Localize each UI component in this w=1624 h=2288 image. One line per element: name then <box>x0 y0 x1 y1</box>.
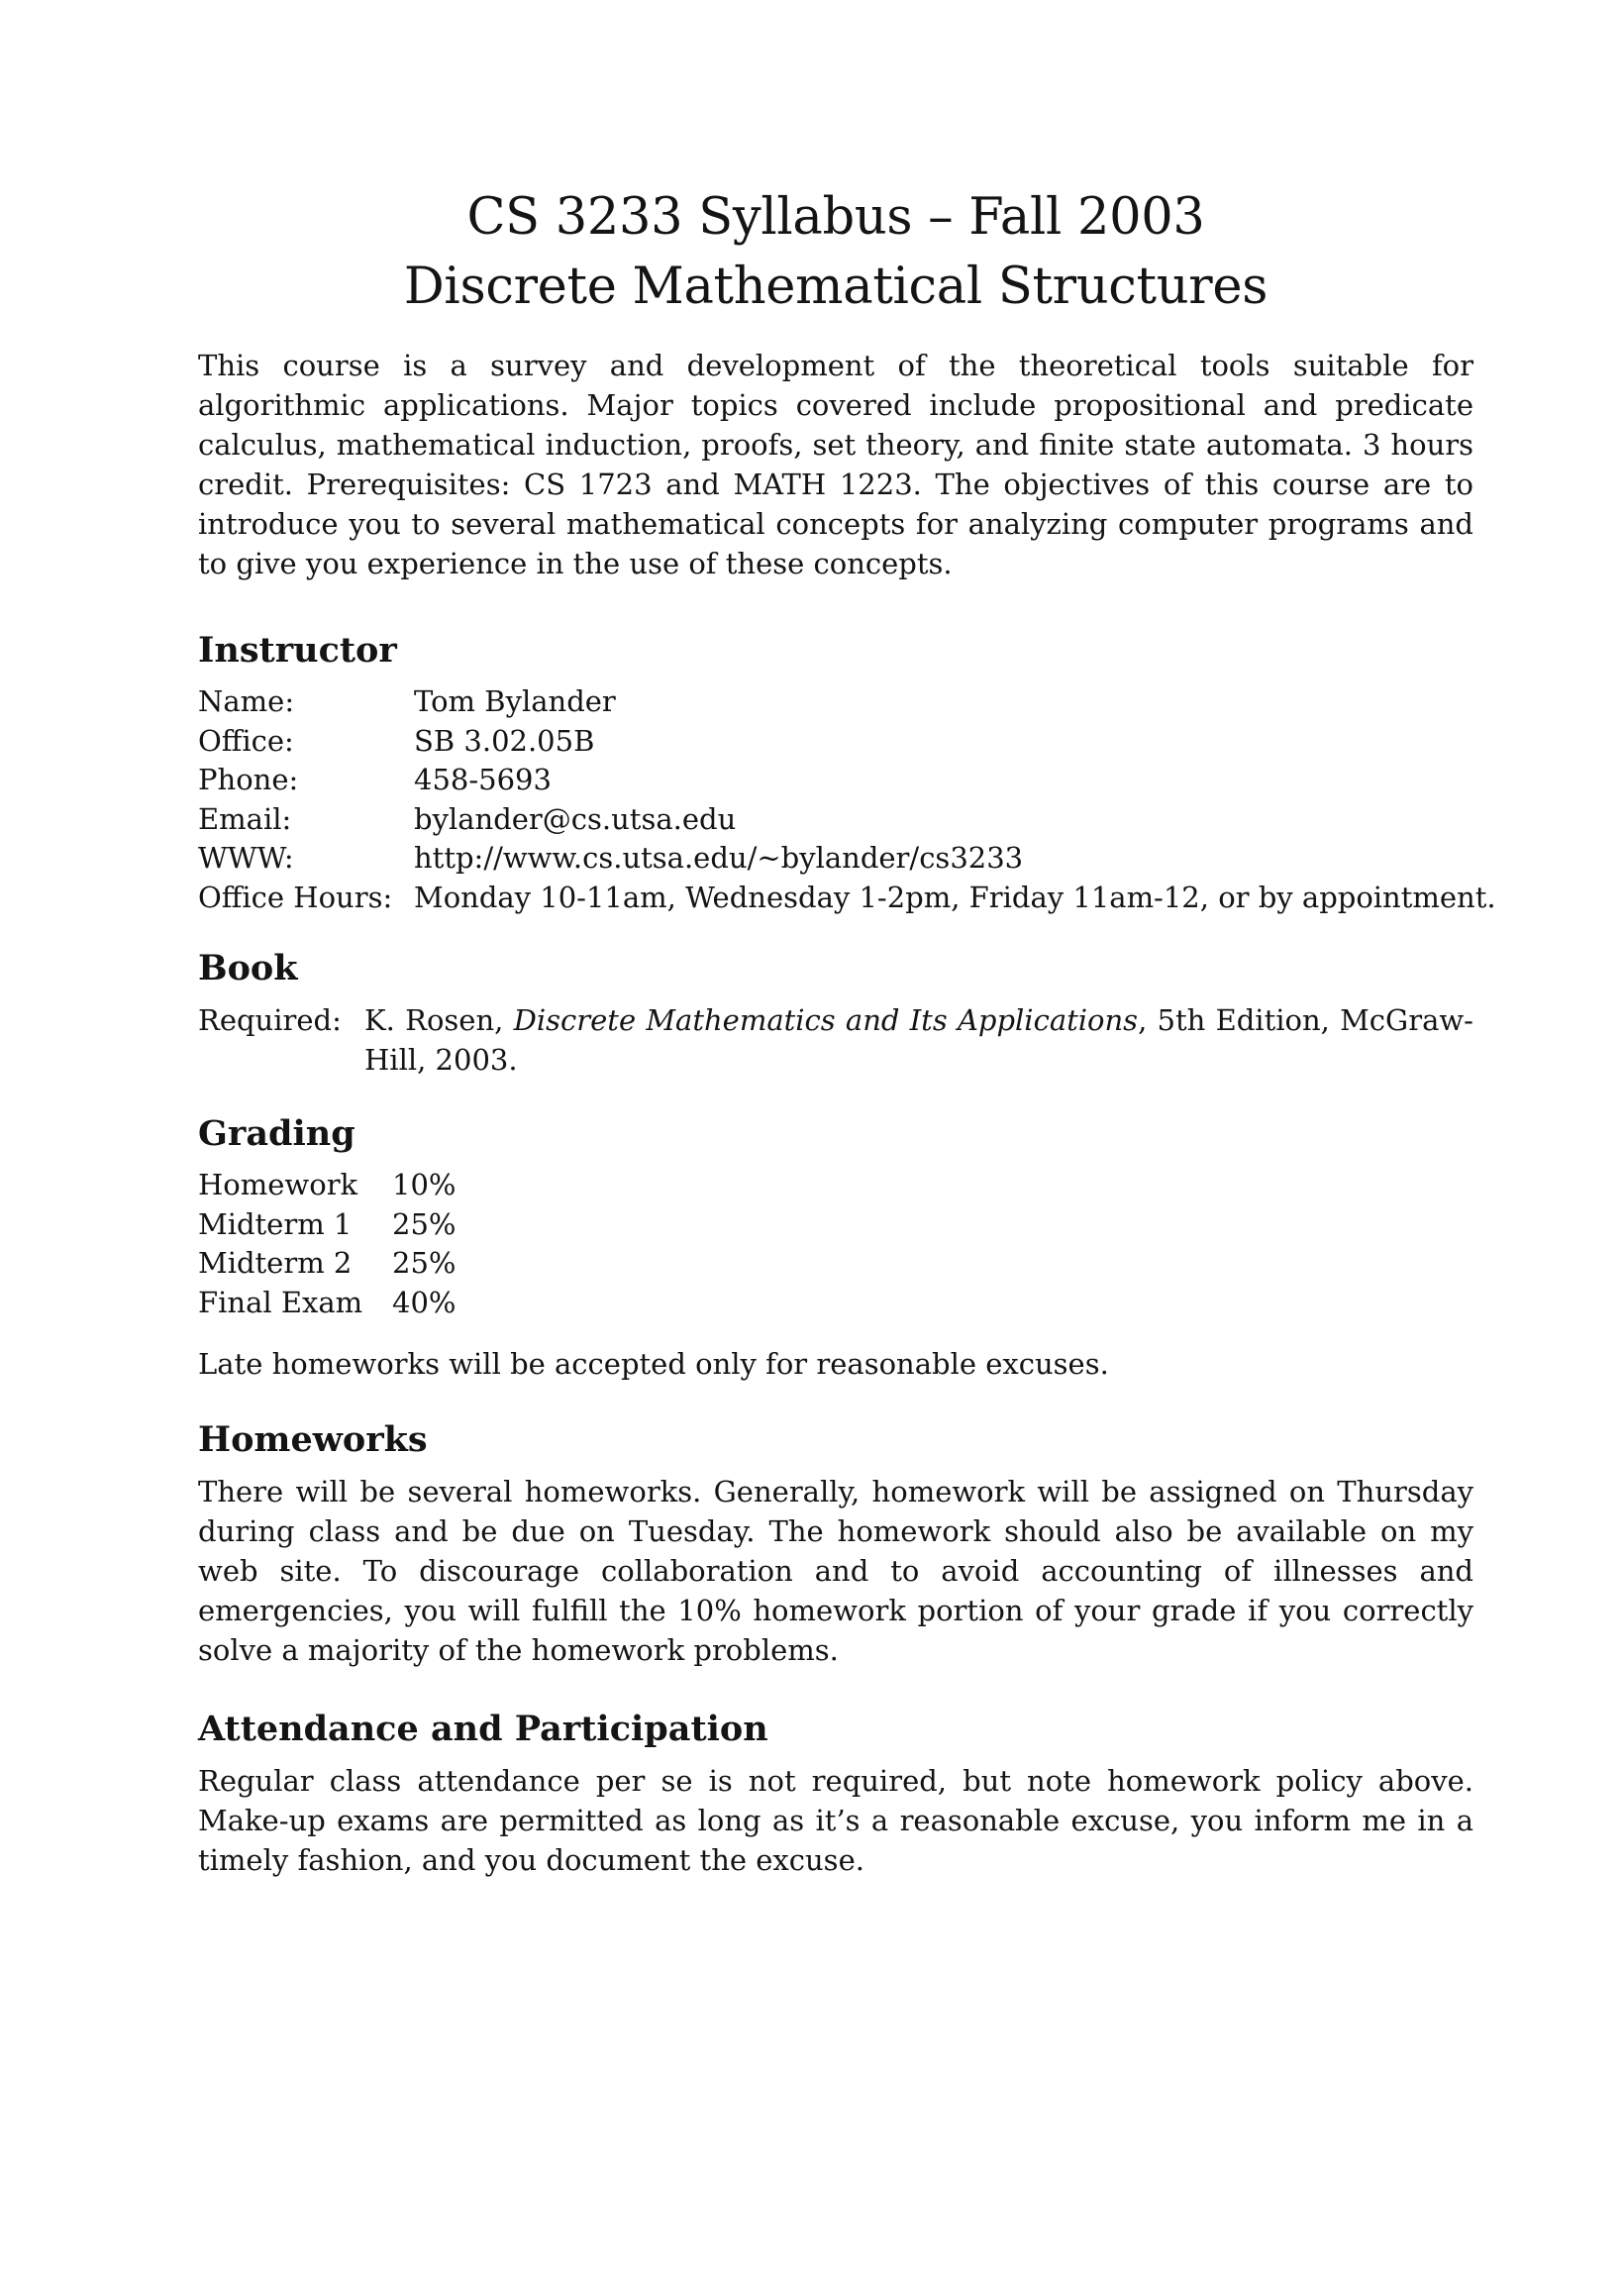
grading-heading: Grading <box>198 1113 355 1154</box>
instructor-office-hours-label: Office Hours: <box>198 880 393 914</box>
instructor-office-label: Office: <box>198 723 294 758</box>
instructor-phone-label: Phone: <box>198 763 299 796</box>
page-title <box>198 183 1473 322</box>
instructor-phone-value: 458-5693 <box>414 763 552 796</box>
late-homework-note: Late homeworks will be accepted only for reasonable excuses. <box>198 1347 1109 1381</box>
book-required-label: Required: <box>198 1003 342 1037</box>
homeworks-section <box>198 1418 1473 1670</box>
grade-item-value: 40% <box>392 1285 457 1319</box>
attendance-heading: Attendance and Participation <box>198 1709 768 1749</box>
attendance-policy-text: Regular class attendance per se is not required, but note homework policy above. Make-up exams are permitted as long as it’s a reasonable excuse, you inform me in a timely fashion, and you document the excuse. <box>198 1764 1473 1877</box>
instructor-www-label: WWW: <box>198 841 294 875</box>
title-line-course: CS 3233 Syllabus – Fall 2003 <box>466 188 1205 247</box>
grading-table <box>198 1166 495 1322</box>
instructor-office-hours-value: Monday 10-11am, Wednesday 1-2pm, Friday 11am-12, or by appointment. <box>414 880 1496 914</box>
instructor-info-table <box>198 682 1496 917</box>
course-description: This course is a survey and development of the theoretical tools suitable for algorithmic applications. Major topics covered include propositional and predicate calculus, mathematical induction, proofs, set theory, and finite state automata. 3 hours credit. Prerequisites: CS 1723 and MATH 1223. The objectives of this course are to introduce you to several mathematical concepts for analyzing computer programs and to give you experience in the use of these concepts. <box>198 349 1473 580</box>
book-heading: Book <box>198 948 298 988</box>
instructor-heading: Instructor <box>198 630 397 671</box>
grade-item-value: 10% <box>392 1168 457 1201</box>
instructor-office-value: SB 3.02.05B <box>414 723 595 758</box>
book-citation <box>364 1000 1473 1080</box>
grade-item-value: 25% <box>392 1206 457 1241</box>
book-required-row <box>198 1000 1473 1080</box>
instructor-name-label: Name: <box>198 684 295 718</box>
instructor-section <box>198 629 1496 917</box>
book-publication-info: , 5th Edition, McGraw-Hill, 2003. <box>364 1003 1473 1077</box>
instructor-www-value: http://www.cs.utsa.edu/~bylander/cs3233 <box>414 841 1024 875</box>
grade-item-label: Final Exam <box>198 1285 363 1319</box>
attendance-section <box>198 1708 1473 1880</box>
instructor-email-value: bylander@cs.utsa.edu <box>414 801 737 836</box>
instructor-name-value: Tom Bylander <box>414 684 616 718</box>
grading-section <box>198 1112 1473 1384</box>
homeworks-policy-text: There will be several homeworks. Generally, homework will be assigned on Thursday during class and be due on Tuesday. The homework should also be available on my web site. To discourage collaboration and to avoid accounting of illnesses and emergencies, you will fulfill the 10% homework portion of your grade if you correctly solve a majority of the homework problems. <box>198 1475 1473 1667</box>
grade-item-label: Midterm 1 <box>198 1206 353 1241</box>
grade-item-label: Homework <box>198 1168 358 1201</box>
homeworks-heading: Homeworks <box>198 1419 428 1460</box>
book-title: Discrete Mathematics and Its Applications <box>513 1003 1139 1037</box>
book-section <box>198 947 1473 1080</box>
syllabus-page <box>198 183 1496 1880</box>
grade-item-label: Midterm 2 <box>198 1246 353 1280</box>
grade-item-value: 25% <box>392 1246 457 1280</box>
instructor-email-label: Email: <box>198 801 292 836</box>
book-author: K. Rosen, <box>364 1003 514 1037</box>
title-line-subject: Discrete Mathematical Structures <box>403 258 1269 316</box>
